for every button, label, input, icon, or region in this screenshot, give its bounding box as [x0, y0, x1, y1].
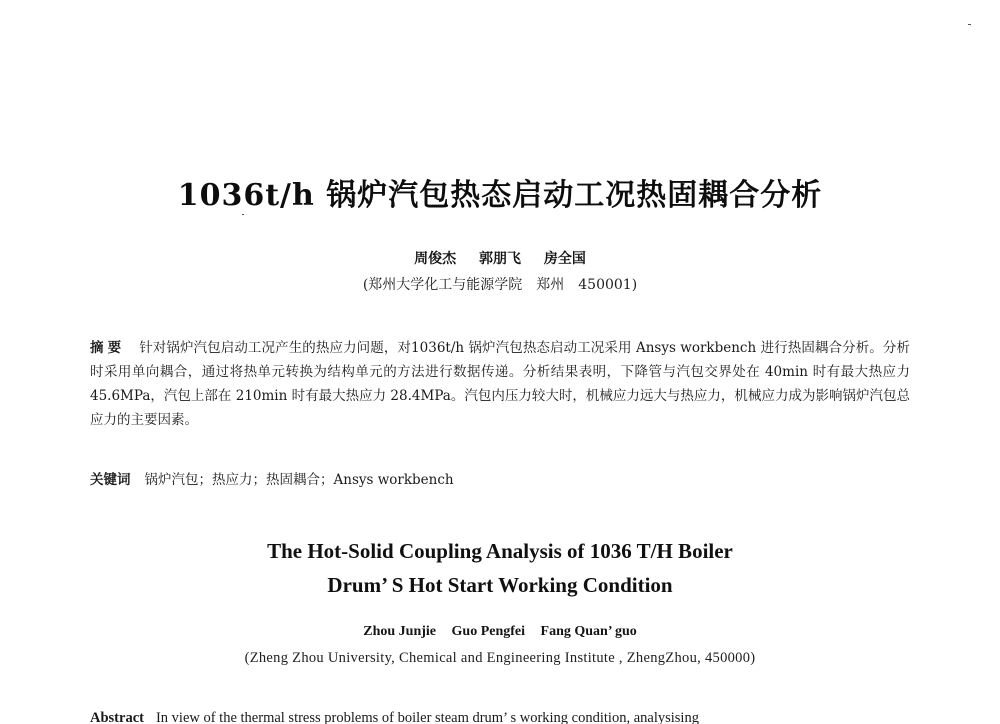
author-name-en: Zhou Junjie	[363, 624, 437, 639]
affiliation-cn: (郑州大学化工与能源学院 郑州 450001)	[362, 277, 638, 293]
author-name: 郭朋飞	[479, 251, 521, 267]
scan-mark	[968, 24, 971, 25]
scan-mark	[242, 214, 244, 215]
author-name-en: Guo Pengfei	[451, 624, 526, 639]
author-name-en: Fang Quan’ guo	[540, 624, 637, 639]
keywords-text-cn: 锅炉汽包；热应力；热固耦合；Ansys workbench	[144, 472, 454, 488]
abstract-label-cn: 摘要	[90, 340, 126, 356]
abstract-en	[90, 710, 910, 724]
title-en-line-1: The Hot-Solid Coupling Analysis of 1036 T/H Boiler	[267, 539, 733, 563]
author-name: 房全国	[543, 251, 586, 267]
abstract-cn	[90, 336, 910, 432]
affiliation-en: (Zheng Zhou University, Chemical and Engineering Institute , ZhengZhou, 450000)	[244, 650, 756, 666]
keywords-cn	[90, 468, 910, 488]
paper-title-cn: 1036t/h 锅炉汽包热态启动工况热固耦合分析	[177, 178, 823, 213]
author-list-en	[0, 624, 1000, 640]
abstract-text-cn: 针对锅炉汽包启动工况产生的热应力问题，对1036t/h 锅炉汽包热态启动工况采用 Ansys workbench 进行热固耦合分析。分析时采用单向耦合，通过将热单元转换为结构单元的方法进行数据传递。分析结果表明，下降管与汽包交界处在 40min 时有最大热应力 45.6MPa，汽包上部在 210min 时有最大热应力 28.4MPa。汽包内压力较大时，机械应力远大与热应力，机械应力成为影响锅炉汽包总应力的主要因素。	[90, 340, 910, 428]
paper-title-en	[0, 534, 1000, 602]
keywords-label-cn: 关键词	[90, 472, 131, 488]
abstract-text-en: In view of the thermal stress problems of boiler steam drum’ s working condition, analysising	[155, 710, 699, 724]
abstract-label-en: Abstract	[90, 710, 144, 724]
author-name: 周俊杰	[414, 251, 457, 267]
author-list-cn	[0, 248, 1000, 268]
title-en-line-2: Drum’ S Hot Start Working Condition	[327, 573, 673, 597]
